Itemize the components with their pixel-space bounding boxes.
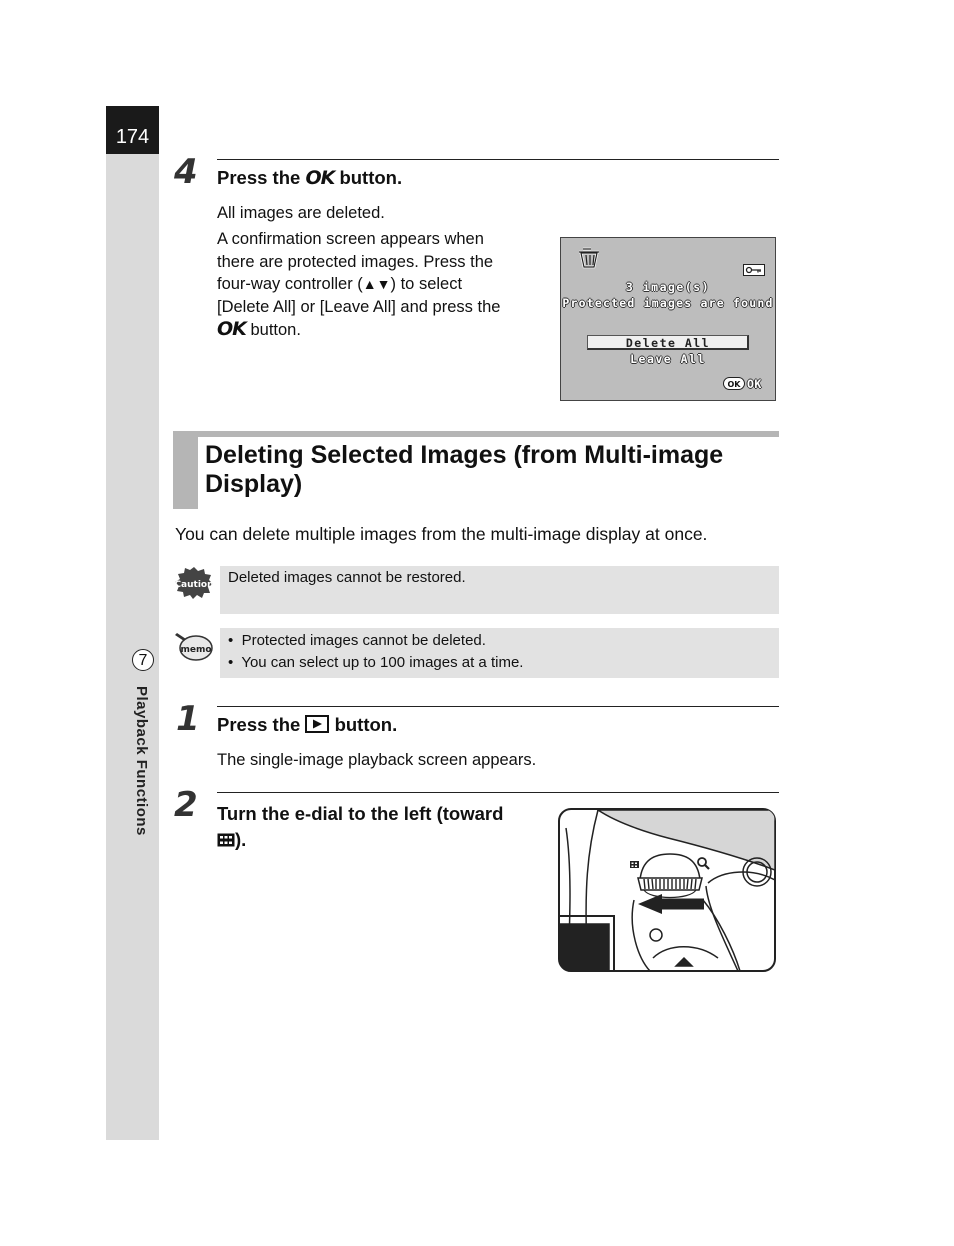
section-header-bar: [173, 431, 779, 437]
step4-rule: [217, 159, 779, 160]
memo-item: • You can select up to 100 images at a time.: [228, 654, 524, 671]
lcd-option-delete-all-label: Delete All: [625, 336, 711, 350]
page-number: 174: [115, 126, 150, 148]
lcd-count: 3 image(s): [625, 280, 711, 294]
memo-icon-text: memo: [180, 645, 212, 655]
step4-para-line: [217, 273, 547, 296]
step2-title: [217, 801, 547, 853]
section-header-block: [173, 431, 198, 509]
chapter-label: Playback Functions: [133, 686, 150, 836]
camera-dial-illustration: [558, 808, 776, 972]
step2-title-tail: ).: [235, 829, 247, 850]
lcd-ok-badge: OK: [723, 377, 745, 390]
step4-para-text: button.: [250, 321, 301, 339]
ok-glyph: OK: [305, 167, 335, 189]
step2-title-line2: [217, 827, 547, 853]
caution-icon-text: Caution: [174, 580, 214, 590]
memo-icon: [174, 630, 214, 662]
caution-icon: [174, 566, 214, 600]
lcd-screen: [560, 237, 776, 401]
step4-title-post: button.: [339, 167, 403, 188]
step2-title-line1: Turn the e-dial to the left (toward: [217, 803, 504, 824]
ok-glyph: OK: [217, 318, 246, 340]
step4-line1: All images are deleted.: [217, 204, 385, 222]
step4-para-text: ) to select: [390, 275, 463, 293]
memo-item-text: You can select up to 100 images at a time.: [241, 654, 524, 671]
step4-title-pre: Press the: [217, 167, 301, 188]
step1-title: [217, 714, 397, 736]
up-down-arrows-icon: ▲▼: [362, 276, 391, 292]
memo-item: • Protected images cannot be deleted.: [228, 632, 486, 649]
chapter-number: 7: [132, 649, 154, 671]
key-icon: [743, 264, 765, 276]
lcd-ok-label: OK: [747, 377, 762, 391]
playback-icon: [305, 715, 329, 733]
step1-title-pre: Press the: [217, 714, 301, 735]
step4-para-text: four-way controller (: [217, 275, 363, 293]
trash-icon: [575, 247, 601, 269]
step4-title: [217, 167, 402, 189]
section-title: Deleting Selected Images (from Multi-image Display): [205, 441, 724, 498]
step2-rule: [217, 792, 779, 793]
step4-number: 4: [174, 152, 198, 192]
step1-rule: [217, 706, 779, 707]
section-intro: You can delete multiple images from the multi-image display at once.: [175, 524, 708, 544]
step1-title-post: button.: [334, 714, 398, 735]
caution-text: Deleted images cannot be restored.: [228, 569, 466, 586]
step1-body: The single-image playback screen appears.: [217, 751, 537, 769]
step4-paragraph: [217, 228, 547, 342]
step2-number: 2: [174, 785, 198, 825]
step4-para-line: there are protected images. Press the: [217, 252, 494, 271]
side-strip: [106, 106, 159, 1140]
memo-item-text: Protected images cannot be deleted.: [241, 632, 486, 649]
multi-image-icon: [217, 833, 235, 847]
lcd-option-leave-all[interactable]: Leave All: [630, 352, 706, 366]
step1-number: 1: [176, 699, 200, 739]
lcd-message: Protected images are found: [562, 296, 774, 310]
step4-para-line: [Delete All] or [Leave All] and press the: [217, 297, 501, 316]
step4-para-line: [217, 318, 547, 342]
step4-para-line: A confirmation screen appears when: [217, 230, 484, 248]
